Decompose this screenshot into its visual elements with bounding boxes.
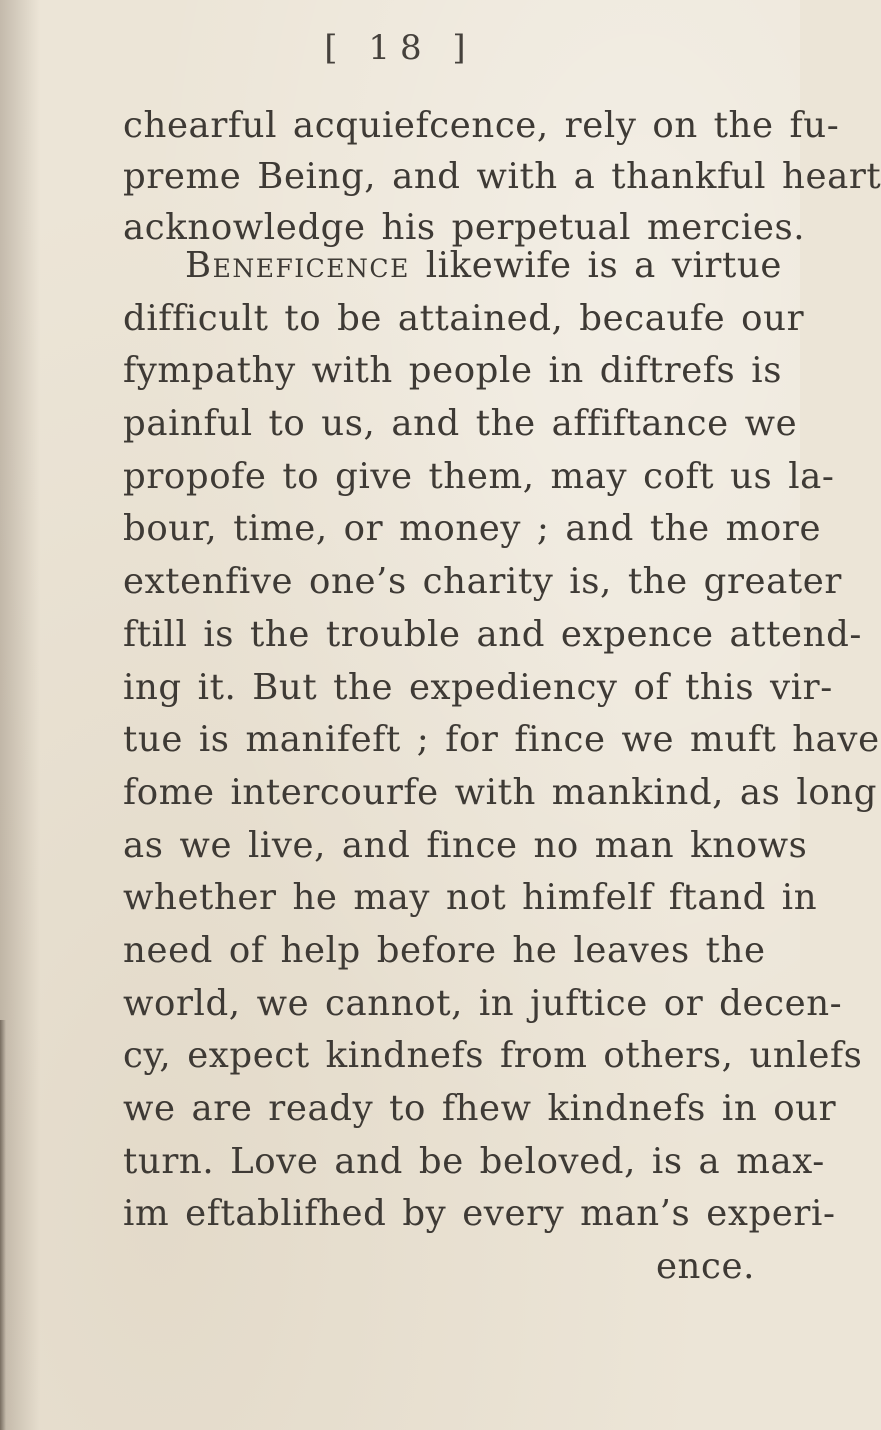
text-line-first (123, 240, 782, 293)
text-line: we are ready to fhew kindnefs in our (123, 1088, 837, 1129)
text-line: ing it. But the expediency of this vir- (123, 666, 833, 708)
text-line: as we live, and fince no man knows (123, 824, 808, 866)
lead-word: Beneficence (185, 245, 410, 286)
text-line: turn. Love and be beloved, is a max- (123, 1140, 825, 1182)
paragraph-1 (123, 100, 881, 253)
text-line: propofe to give them, may coft us la- (123, 455, 835, 497)
text-line: difficult to be attained, becaufe our (123, 297, 805, 339)
text-line: fome intercourfe with mankind, as long (123, 771, 878, 813)
text-line: ftill is the trouble and expence attend- (123, 613, 863, 655)
text-line: im eftablifhed by every man’s experi- (123, 1193, 836, 1235)
text-line: extenfive one’s charity is, the greater (123, 561, 842, 603)
text-line: need of help before he leaves the (123, 929, 766, 971)
text-line: fympathy with people in diftrefs is (123, 350, 783, 392)
text-line: chearful acquiefcence, rely on the fu- (123, 105, 840, 146)
text-line: acknowledge his perpetual mercies. (123, 207, 806, 248)
text-line: world, we cannot, in juftice or decen- (123, 982, 843, 1024)
first-line-rest: likewife is a virtue (409, 245, 782, 286)
text-line: whether he may not himfelf ftand in (123, 877, 818, 919)
text-line: cy, expect kindnefs from others, unlefs (123, 1035, 863, 1077)
text-line: bour, time, or money ; and the more (123, 508, 822, 550)
page-gutter-shadow (0, 0, 40, 1430)
catchword: ence. (655, 1246, 755, 1288)
text-line: preme Being, and with a thankful heart (123, 156, 881, 197)
page-number: [ 18 ] (324, 28, 476, 68)
text-line: painful to us, and the affiftance we (123, 403, 798, 445)
text-line: tue is manifeft ; for fince we muft have (123, 719, 880, 761)
paragraph-2 (123, 240, 880, 1294)
page-edge-line (0, 1020, 6, 1430)
